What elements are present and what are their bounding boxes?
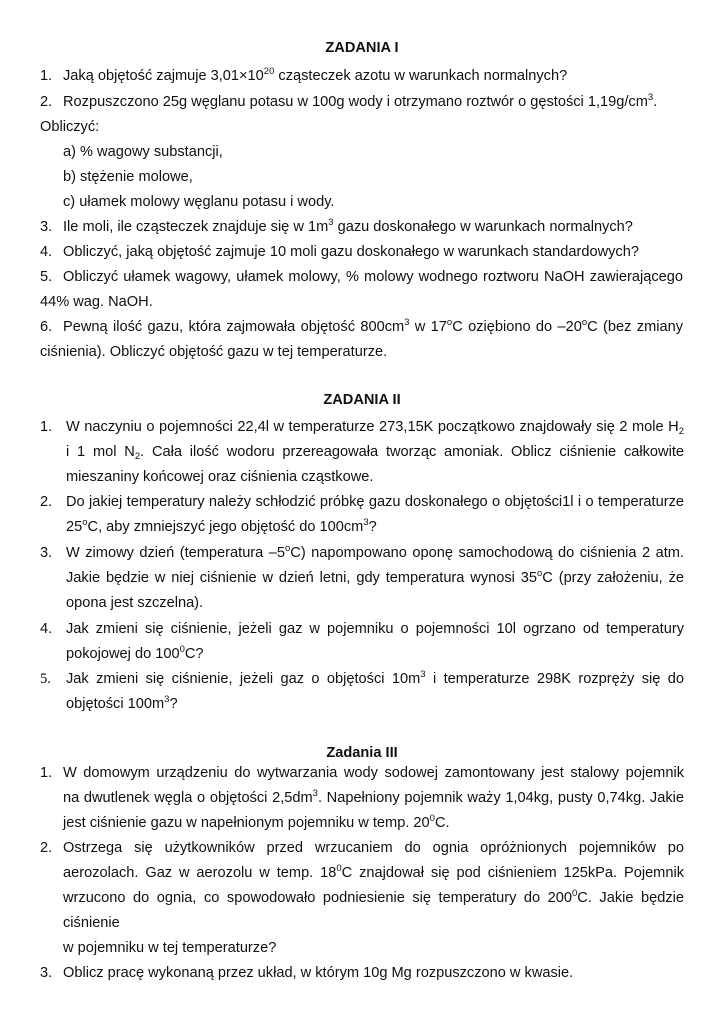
task-text: Oblicz pracę wykonaną przez układ, w którym 10g Mg rozpuszczono w kwasie.: [63, 965, 574, 981]
task-text: ciśnienie: [63, 915, 120, 931]
task-number: 1.: [40, 419, 53, 435]
task-text: jest ciśnienie gazu w napełnionym pojemniku w temp. $20^0C$.: [63, 813, 450, 831]
section-heading-2: ZADANIA II: [323, 392, 401, 408]
task-text: Pewną ilość gazu, która zajmowała objętość $800cm^3$ w 17$^o$C oziębiono do –20$^o$C (bez zmiany: [63, 317, 684, 335]
task-number: 4.: [40, 621, 53, 637]
task-text: ciśnienia). Obliczyć objętość gazu w tej temperaturze.: [40, 344, 388, 360]
task-text: Obliczyć ułamek wagowy, ułamek molowy, % molowy wodnego roztworu NaOH zawierającego: [63, 269, 683, 285]
task-text: Ostrzega się użytkowników przed wrzucaniem do ognia opróżnionych pojemników po: [63, 840, 684, 856]
task-number: 1.: [40, 68, 53, 84]
task-text: Obliczyć, jaką objętość zajmuje 10 moli gazu doskonałego w warunkach standardowych?: [63, 244, 639, 260]
section-heading-1: ZADANIA I: [325, 40, 399, 56]
task-text: aerozolach. Gaz w aerozolu w temp. $18^0C$ znajdował się pod ciśnieniem 125kPa. Pojemnik: [63, 863, 684, 881]
task-text: 25$^o$C, aby zmniejszyć jego objętość do $100cm^3$?: [66, 517, 377, 535]
task-text: opona jest szczelna).: [66, 595, 204, 611]
task-text: Jak zmieni się ciśnienie, jeżeli gaz o objętości $10m^3$ i temperaturze 298K rozpręży się do: [66, 669, 684, 687]
subtask-a: a) % wagowy substancji,: [63, 144, 223, 160]
task-number: 1.: [40, 765, 53, 781]
task-number: 2.: [40, 840, 53, 856]
task-number: 3.: [40, 545, 53, 561]
task-number: 2.: [40, 94, 53, 110]
task-text: objętości $100m^3$?: [66, 694, 178, 712]
task-text: W naczyniu o pojemności 22,4l w temperaturze 273,15K początkowo znajdowały się 2 mole $H_2$: [66, 419, 684, 437]
task-text: Obliczyć:: [40, 119, 100, 135]
task-number: 4.: [40, 244, 53, 260]
task-number: 2.: [40, 494, 53, 510]
subtask-b: b) stężenie molowe,: [63, 169, 193, 185]
task-text: 44% wag. NaOH.: [40, 294, 153, 310]
task-number: 3.: [40, 219, 53, 235]
task-text: i 1 mol $N_2$. Cała ilość wodoru przereagowała tworząc amoniak. Oblicz ciśnienie całkowite: [66, 444, 684, 462]
task-text: W zimowy dzień (temperatura –5$^o$C) napompowano oponę samochodową do ciśnienia 2 atm.: [66, 543, 684, 561]
task-number: 5.: [40, 269, 53, 285]
section-heading-3: Zadania III: [326, 745, 398, 761]
task-text: Jak zmieni się ciśnienie, jeżeli gaz w pojemniku o pojemności 10l ogrzano od temperatury: [66, 621, 684, 637]
task-text: w pojemniku w tej temperaturze?: [63, 940, 277, 956]
subtask-c: c) ułamek molowy węglanu potasu i wody.: [63, 194, 335, 210]
task-text: pokojowej do $100^0C$?: [66, 644, 204, 662]
task-text: Rozpuszczono 25g węglanu potasu w 100g wody i otrzymano roztwór o gęstości $1,19g/cm^3$.: [63, 92, 658, 110]
task-text: W domowym urządzeniu do wytwarzania wody sodowej zamontowany jest stalowy pojemnik: [63, 765, 684, 781]
task-text: Do jakiej temperatury należy schłodzić próbkę gazu doskonałego o objętości1l i o temperaturze: [66, 494, 684, 510]
task-text: Jakie będzie w niej ciśnienie w dzień letni, gdy temperatura wynosi 35$^o$C (przy założeniu, że: [66, 568, 685, 586]
task-text: Jaką objętość zajmuje $3,01\times 10^{20}$ cząsteczek azotu w warunkach normalnych?: [63, 66, 568, 84]
task-number: 5.: [40, 671, 51, 687]
task-text: na dwutlenek węgla o objętości $2,5dm^3$. Napełniony pojemnik waży 1,04kg, pusty 0,74kg. Jakie: [63, 788, 684, 806]
task-text: Ile moli, ile cząsteczek znajduje się w $1m^3$ gazu doskonałego w warunkach normalnych?: [63, 217, 633, 235]
task-text: mieszaniny końcowej oraz ciśnienia cząstkowe.: [66, 469, 374, 485]
task-number: 6.: [40, 319, 53, 335]
task-number: 3.: [40, 965, 53, 981]
task-text: wrzucono do ognia, co spowodowało podniesienie się temperatury do $200^0C$. Jakie będzie: [63, 888, 684, 906]
